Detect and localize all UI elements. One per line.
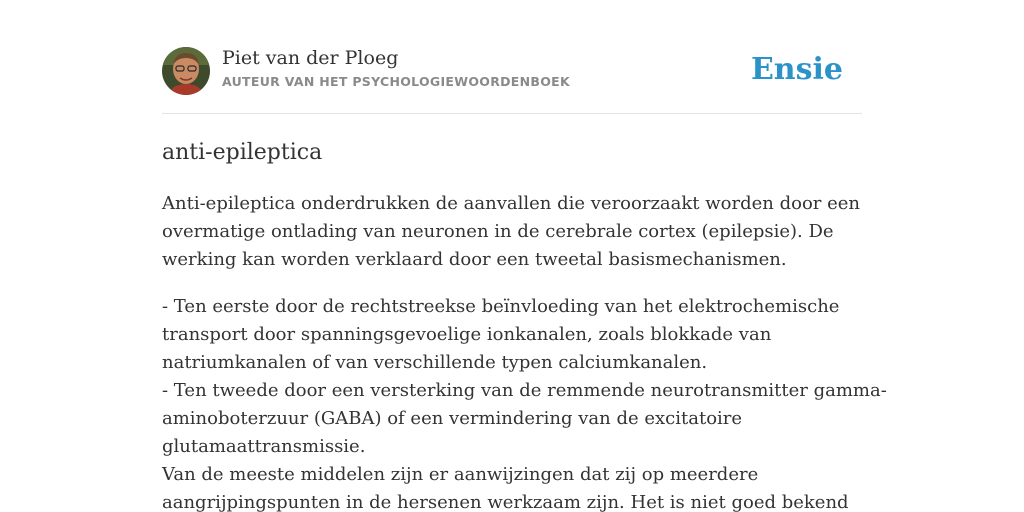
article-paragraph-1 [162,190,862,274]
author-header [162,0,862,114]
author-avatar[interactable] [162,47,210,95]
author-role: AUTEUR VAN HET PSYCHOLOGIEWOORDENBOEK [222,74,570,89]
text-line: overmatige ontlading van neuronen in de cerebrale cortex (epilepsie). De [162,221,834,242]
text-line: - Ten eerste door de rechtstreekse beïnvloeding van het elektrochemische [162,296,840,317]
text-line: Van de meeste middelen zijn er aanwijzingen dat zij op meerdere [162,464,759,485]
text-line: glutamaattransmissie. [162,436,366,457]
text-line: - Ten tweede door een versterking van de remmende neurotransmitter gamma- [162,380,887,401]
text-line: transport door spanningsgevoelige ionkanalen, zoals blokkade van [162,324,772,345]
article-body [162,190,887,512]
text-line: aangrijpingspunten in de hersenen werkzaam zijn. Het is niet goed bekend [162,492,849,512]
text-line: werking kan worden verklaard door een tweetal basismechanismen. [162,249,787,270]
text-line: Anti-epileptica onderdrukken de aanvallen die veroorzaakt worden door een [162,193,861,214]
ensie-logo[interactable]: Ensie [750,52,843,87]
content-column [162,0,887,512]
author-photo [162,47,210,95]
article-title: anti-epileptica [162,140,323,165]
author-name[interactable]: Piet van der Ploeg [222,47,399,69]
text-line: aminoboterzuur (GABA) of een vermindering van de excitatoire [162,408,743,429]
text-line: natriumkanalen of van verschillende typen calciumkanalen. [162,352,708,373]
article-paragraph-2 [162,293,887,512]
